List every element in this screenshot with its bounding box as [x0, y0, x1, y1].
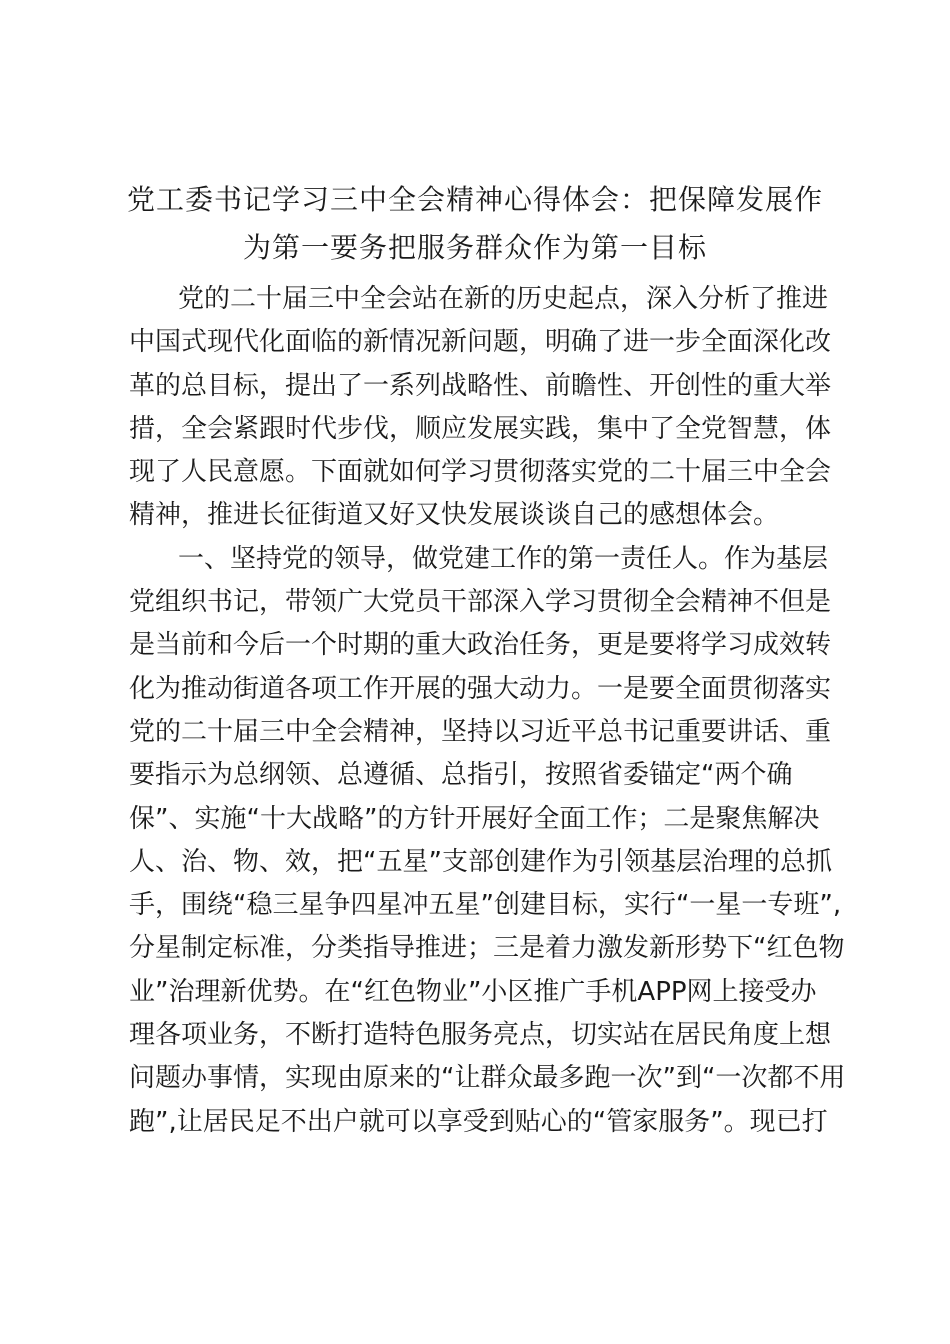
text-line: 手，围绕“稳三星争四星冲五星”创建目标，实行“一星一专班”,	[129, 890, 842, 921]
document-title	[110, 176, 840, 272]
title-line: 党工委书记学习三中全会精神心得体会：把保障发展作	[126, 183, 823, 216]
text-line: 是当前和今后一个时期的重大政治任务，更是要将学习成效转	[129, 630, 832, 661]
paragraph-intro	[129, 278, 832, 538]
text-line: 跑”,让居民足不出户就可以享受到贴心的“管家服务”。现已打	[129, 1106, 828, 1137]
text-line: 党的二十届三中全会精神，坚持以习近平总书记重要讲话、重	[129, 716, 832, 747]
text-line: 革的总目标，提出了一系列战略性、前瞻性、开创性的重大举	[129, 370, 832, 401]
text-line: 保”、实施“十大战略”的方针开展好全面工作；二是聚焦解决	[129, 803, 820, 834]
text-line: 现了人民意愿。下面就如何学习贯彻落实党的二十届三中全会	[129, 457, 832, 488]
text-line: 措，全会紧跟时代步伐，顺应发展实践，集中了全党智慧，体	[129, 413, 832, 444]
text-line: 中国式现代化面临的新情况新问题，明确了进一步全面深化改	[129, 327, 832, 358]
text-line: 理各项业务，不断打造特色服务亮点，切实站在居民角度上想	[129, 1020, 832, 1051]
text-line: 人、治、物、效，把“五星”支部创建作为引领基层治理的总抓	[129, 846, 832, 877]
text-line: 分星制定标准，分类指导推进；三是着力激发新形势下“红色物	[129, 933, 845, 964]
text-line: 精神，推进长征街道又好又快发展谈谈自己的感想体会。	[129, 500, 780, 531]
text-line: 党组织书记，带领广大党员干部深入学习贯彻全会精神不但是	[129, 587, 832, 618]
document-body	[129, 278, 846, 1144]
text-line: 一、坚持党的领导，做党建工作的第一责任人。作为基层	[178, 543, 829, 574]
text-line: 问题办事情，实现由原来的“让群众最多跑一次”到“一次都不用	[129, 1063, 846, 1094]
title-line: 为第一要务把服务群众作为第一目标	[242, 231, 707, 264]
text-line: 党的二十届三中全会站在新的历史起点，深入分析了推进	[178, 284, 829, 314]
text-line: 要指示为总纲领、总遵循、总指引，按照省委锚定“两个确	[129, 760, 793, 791]
text-line: 业”治理新优势。在“红色物业”小区推广手机APP网上接受办	[129, 976, 817, 1007]
paragraph-section-one	[129, 538, 846, 1144]
text-line: 化为推动街道各项工作开展的强大动力。一是要全面贯彻落实	[129, 673, 832, 704]
